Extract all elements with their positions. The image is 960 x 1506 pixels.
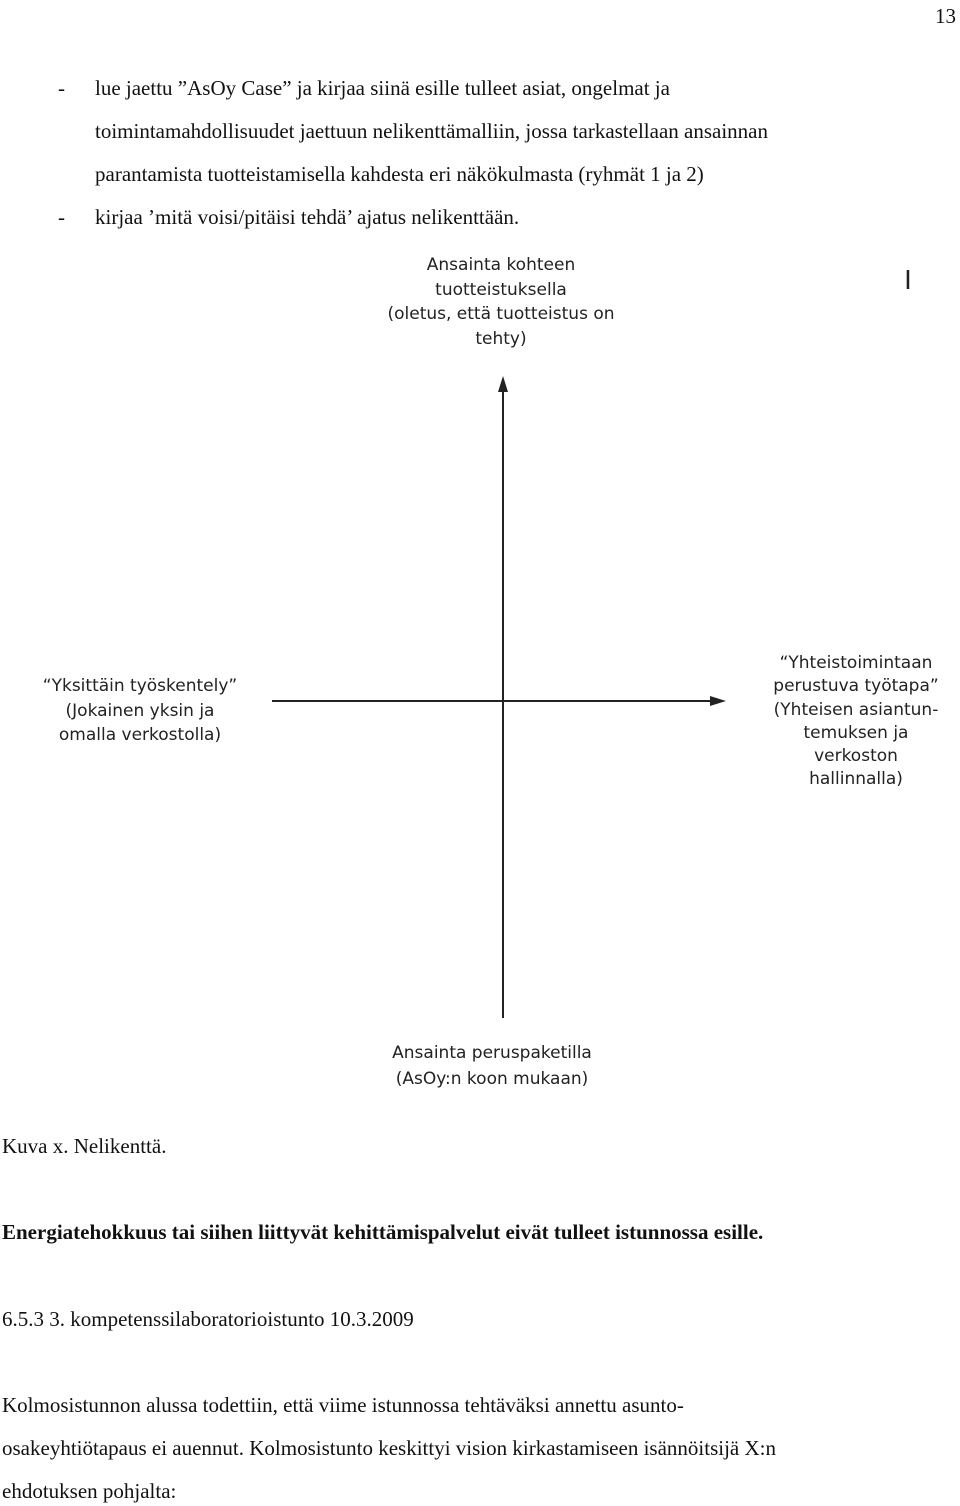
label-line: (oletus, että tuotteistus on xyxy=(387,304,615,324)
arrow-up-icon xyxy=(498,376,508,392)
label-line: perustuva työtapa” xyxy=(773,676,939,697)
bullet-dash: - xyxy=(58,205,65,229)
label-line: (AsOy:n koon mukaan) xyxy=(395,1069,589,1089)
quadrant-mark: I xyxy=(904,266,912,296)
label-line: Ansainta kohteen xyxy=(426,255,576,275)
top-axis-label xyxy=(367,253,635,351)
label-line: Ansainta peruspaketilla xyxy=(392,1043,592,1063)
bold-statement: Energiatehokkuus tai siihen liittyvät kehittämispalvelut eivät tulleet istunnossa esille. xyxy=(2,1220,764,1244)
label-line: “Yksittäin työskentely” xyxy=(42,676,238,696)
label-line: “Yhteistoimintaan xyxy=(779,653,933,673)
label-line: tuotteistuksella xyxy=(435,279,567,300)
paragraph-line: osakeyhtiötapaus ei auennut. Kolmosistunto keskittyi vision kirkastamiseen isännöitsijä X:n xyxy=(2,1436,776,1460)
left-axis-label xyxy=(20,674,260,748)
figure-caption: Kuva x. Nelikenttä. xyxy=(2,1134,167,1158)
bottom-axis-label xyxy=(362,1040,622,1092)
paragraph-line: ehdotuksen pohjalta: xyxy=(2,1479,177,1503)
bullet-line: parantamista tuotteistamisella kahdesta eri näkökulmasta (ryhmät 1 ja 2) xyxy=(95,162,704,186)
bullet-line: lue jaettu ”AsOy Case” ja kirjaa siinä esille tulleet asiat, ongelmat ja xyxy=(95,76,670,100)
arrow-right-icon xyxy=(710,696,726,706)
page-number: 13 xyxy=(935,4,956,28)
right-axis-label xyxy=(752,652,960,792)
bullet-line: toimintamahdollisuudet jaettuun nelikenttämalliin, jossa tarkastellaan ansainnan xyxy=(95,119,768,143)
section-heading: 6.5.3 3. kompetenssilaboratorioistunto 10.3.2009 xyxy=(2,1307,414,1331)
label-line: verkoston xyxy=(814,746,898,767)
label-line: temuksen ja xyxy=(803,722,909,743)
bullet-line: kirjaa ’mitä voisi/pitäisi tehdä’ ajatus nelikenttään. xyxy=(95,205,520,229)
paragraph-line: Kolmosistunnon alussa todettiin, että viime istunnossa tehtäväksi annettu asunto- xyxy=(2,1393,684,1417)
label-line: hallinnalla) xyxy=(809,769,903,790)
label-line: (Jokainen yksin ja xyxy=(65,700,215,721)
label-line: omalla verkostolla) xyxy=(58,725,222,745)
bullet-dash: - xyxy=(58,76,65,100)
label-line: (Yhteisen asiantun- xyxy=(773,699,939,720)
label-line: tehty) xyxy=(475,328,527,349)
